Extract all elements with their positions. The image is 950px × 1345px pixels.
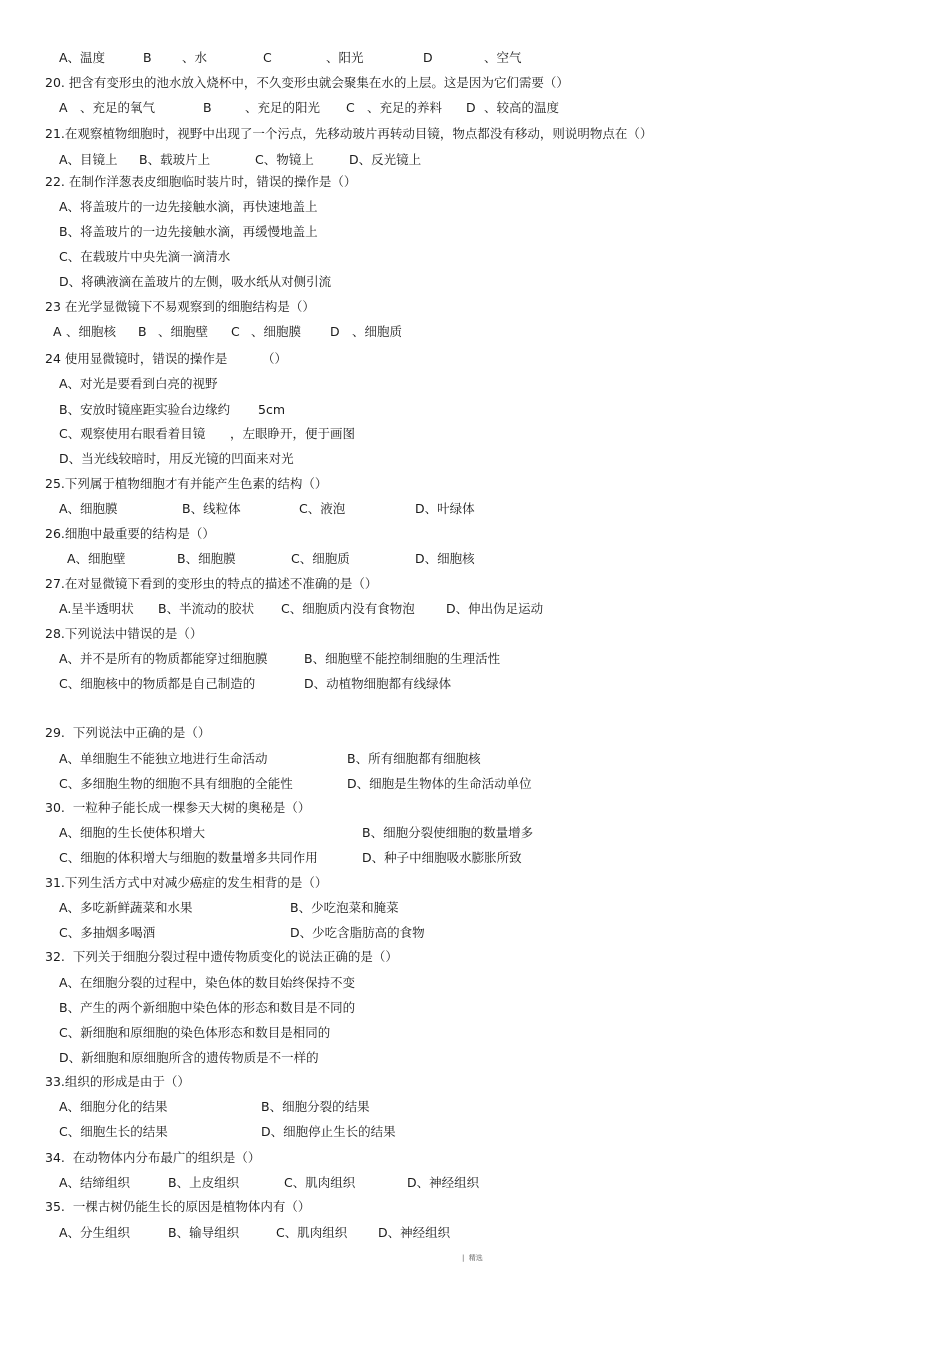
q23-option-c: 、细胞膜	[251, 324, 302, 339]
q32-option-b: B、产生的两个新细胞中染色体的形态和数目是不同的	[59, 1000, 356, 1015]
q25-option-a: A、细胞膜	[59, 501, 118, 516]
q20-option-c-letter: C	[346, 100, 355, 115]
q20-option-b-letter: B	[203, 100, 212, 115]
q31-option-c: C、多抽烟多喝酒	[59, 925, 156, 940]
q30-option-b: B、细胞分裂使细胞的数量增多	[362, 825, 534, 840]
q19-option-c: 、阳光	[326, 50, 364, 65]
q33-option-c: C、细胞生长的结果	[59, 1124, 168, 1139]
q21-stem: 21.在观察植物细胞时，视野中出现了一个污点，先移动玻片再转动目镜，物点都没有移动，则说明物点在（）	[45, 126, 653, 141]
q32-option-d: D、新细胞和原细胞所含的遗传物质是不一样的	[59, 1050, 319, 1065]
q20-stem: 20. 把含有变形虫的池水放入烧杯中，不久变形虫就会聚集在水的上层。这是因为它们需要（）	[45, 75, 569, 90]
q22-option-a: A、将盖玻片的一边先接触水滴，再快速地盖上	[59, 199, 318, 214]
q33-option-d: D、细胞停止生长的结果	[261, 1124, 396, 1139]
q27-option-a: A.呈半透明状	[59, 601, 134, 616]
q23-option-a-letter: A	[53, 324, 62, 339]
q27-option-c: C、细胞质内没有食物泡	[281, 601, 415, 616]
q34-stem: 34. 在动物体内分布最广的组织是（）	[45, 1150, 261, 1165]
q26-option-c: C、细胞质	[291, 551, 350, 566]
q26-stem: 26.细胞中最重要的结构是（）	[45, 526, 215, 541]
q31-option-d: D、少吃含脂肪高的食物	[290, 925, 425, 940]
q24-option-c: C、观察使用右眼看着目镜	[59, 426, 206, 441]
q34-option-d: D、神经组织	[407, 1175, 480, 1190]
q22-option-b: B、将盖玻片的一边先接触水滴，再缓慢地盖上	[59, 224, 318, 239]
q23-option-a: 、细胞核	[66, 324, 117, 339]
q33-option-b: B、细胞分裂的结果	[261, 1099, 370, 1114]
q29-stem: 29. 下列说法中正确的是（）	[45, 725, 211, 740]
q25-option-b: B、线粒体	[182, 501, 241, 516]
q31-stem: 31.下列生活方式中对减少癌症的发生相背的是（）	[45, 875, 328, 890]
q21-option-c: C、物镜上	[255, 152, 314, 167]
q25-option-c: C、液泡	[299, 501, 346, 516]
q35-stem: 35. 一棵古树仍能生长的原因是植物体内有（）	[45, 1199, 311, 1214]
q24-option-b-distance: 5cm	[258, 402, 286, 417]
q29-option-d: D、细胞是生物体的生命活动单位	[347, 776, 532, 791]
q29-option-b: B、所有细胞都有细胞核	[347, 751, 481, 766]
q23-option-d-letter: D	[330, 324, 340, 339]
q19-option-d-letter: D	[423, 50, 433, 65]
q25-option-d: D、叶绿体	[415, 501, 475, 516]
q21-option-a: A、目镜上	[59, 152, 118, 167]
q35-option-b: B、输导组织	[168, 1225, 240, 1240]
q29-option-a: A、单细胞生不能独立地进行生命活动	[59, 751, 268, 766]
q34-option-a: A、结缔组织	[59, 1175, 131, 1190]
q32-option-a: A、在细胞分裂的过程中，染色体的数目始终保持不变	[59, 975, 356, 990]
q24-option-b: B、安放时镜座距实验台边缘约	[59, 402, 231, 417]
q27-option-b: B、半流动的胶状	[158, 601, 255, 616]
q26-option-b: B、细胞膜	[177, 551, 236, 566]
q22-stem: 22. 在制作洋葱表皮细胞临时装片时，错误的操作是（）	[45, 174, 357, 189]
q35-option-c: C、肌肉组织	[276, 1225, 348, 1240]
q31-option-a: A、多吃新鲜蔬菜和水果	[59, 900, 193, 915]
q35-option-d: D、神经组织	[378, 1225, 451, 1240]
q20-option-a: 、充足的氧气	[80, 100, 156, 115]
q20-option-a-letter: A	[59, 100, 68, 115]
q22-option-d: D、将碘液滴在盖玻片的左侧，吸水纸从对侧引流	[59, 274, 332, 289]
q29-option-c: C、多细胞生物的细胞不具有细胞的全能性	[59, 776, 293, 791]
q19-option-a: A、温度	[59, 50, 106, 65]
q33-stem: 33.组织的形成是由于（）	[45, 1074, 190, 1089]
q32-option-c: C、新细胞和原细胞的染色体形态和数目是相同的	[59, 1025, 331, 1040]
q23-option-d: 、细胞质	[352, 324, 403, 339]
q20-option-d-letter: D	[466, 100, 476, 115]
q19-option-b-letter: B	[143, 50, 152, 65]
q26-option-a: A、细胞壁	[67, 551, 126, 566]
q30-option-d: D、种子中细胞吸水膨胀所致	[362, 850, 522, 865]
q24-option-c-cont: ，左眼睁开，便于画图	[230, 426, 356, 441]
q25-stem: 25.下列属于植物细胞才有并能产生色素的结构（）	[45, 476, 328, 491]
q31-option-b: B、少吃泡菜和腌菜	[290, 900, 399, 915]
q26-option-d: D、细胞核	[415, 551, 475, 566]
q28-stem: 28.下列说法中错误的是（）	[45, 626, 203, 641]
q20-option-b: 、充足的阳光	[245, 100, 321, 115]
q28-option-a: A、并不是所有的物质都能穿过细胞膜	[59, 651, 268, 666]
q20-option-c: 、充足的养料	[367, 100, 443, 115]
q19-option-d: 、空气	[484, 50, 522, 65]
q24-paren: （）	[262, 351, 288, 366]
q33-option-a: A、细胞分化的结果	[59, 1099, 168, 1114]
q22-option-c: C、在载玻片中央先滴一滴清水	[59, 249, 231, 264]
q23-option-b-letter: B	[138, 324, 147, 339]
q24-option-d: D、当光线较暗时，用反光镜的凹面来对光	[59, 451, 294, 466]
q24-option-a: A、对光是要看到白亮的视野	[59, 376, 218, 391]
q20-option-d: 、较高的温度	[484, 100, 560, 115]
q35-option-a: A、分生组织	[59, 1225, 131, 1240]
q28-option-b: B、细胞壁不能控制细胞的生理活性	[304, 651, 501, 666]
q30-option-a: A、细胞的生长使体积增大	[59, 825, 206, 840]
q19-option-c-letter: C	[263, 50, 272, 65]
q27-stem: 27.在对显微镜下看到的变形虫的特点的描述不准确的是（）	[45, 576, 378, 591]
q19-option-b: 、水	[182, 50, 208, 65]
q23-option-c-letter: C	[231, 324, 240, 339]
q23-option-b: 、细胞壁	[158, 324, 209, 339]
q24-stem: 24 使用显微镜时，错误的操作是	[45, 351, 228, 366]
q21-option-b: B、载玻片上	[139, 152, 211, 167]
q34-option-b: B、上皮组织	[168, 1175, 240, 1190]
page-footer: | 精选	[462, 1254, 483, 1262]
q30-stem: 30. 一粒种子能长成一棵参天大树的奥秘是（）	[45, 800, 311, 815]
q30-option-c: C、细胞的体积增大与细胞的数量增多共同作用	[59, 850, 318, 865]
q28-option-d: D、动植物细胞都有线绿体	[304, 676, 452, 691]
q28-option-c: C、细胞核中的物质都是自己制造的	[59, 676, 256, 691]
q32-stem: 32. 下列关于细胞分裂过程中遗传物质变化的说法正确的是（）	[45, 949, 398, 964]
q27-option-d: D、伸出伪足运动	[446, 601, 544, 616]
q21-option-d: D、反光镜上	[349, 152, 422, 167]
q23-stem: 23 在光学显微镜下不易观察到的细胞结构是（）	[45, 299, 315, 314]
q34-option-c: C、肌肉组织	[284, 1175, 356, 1190]
